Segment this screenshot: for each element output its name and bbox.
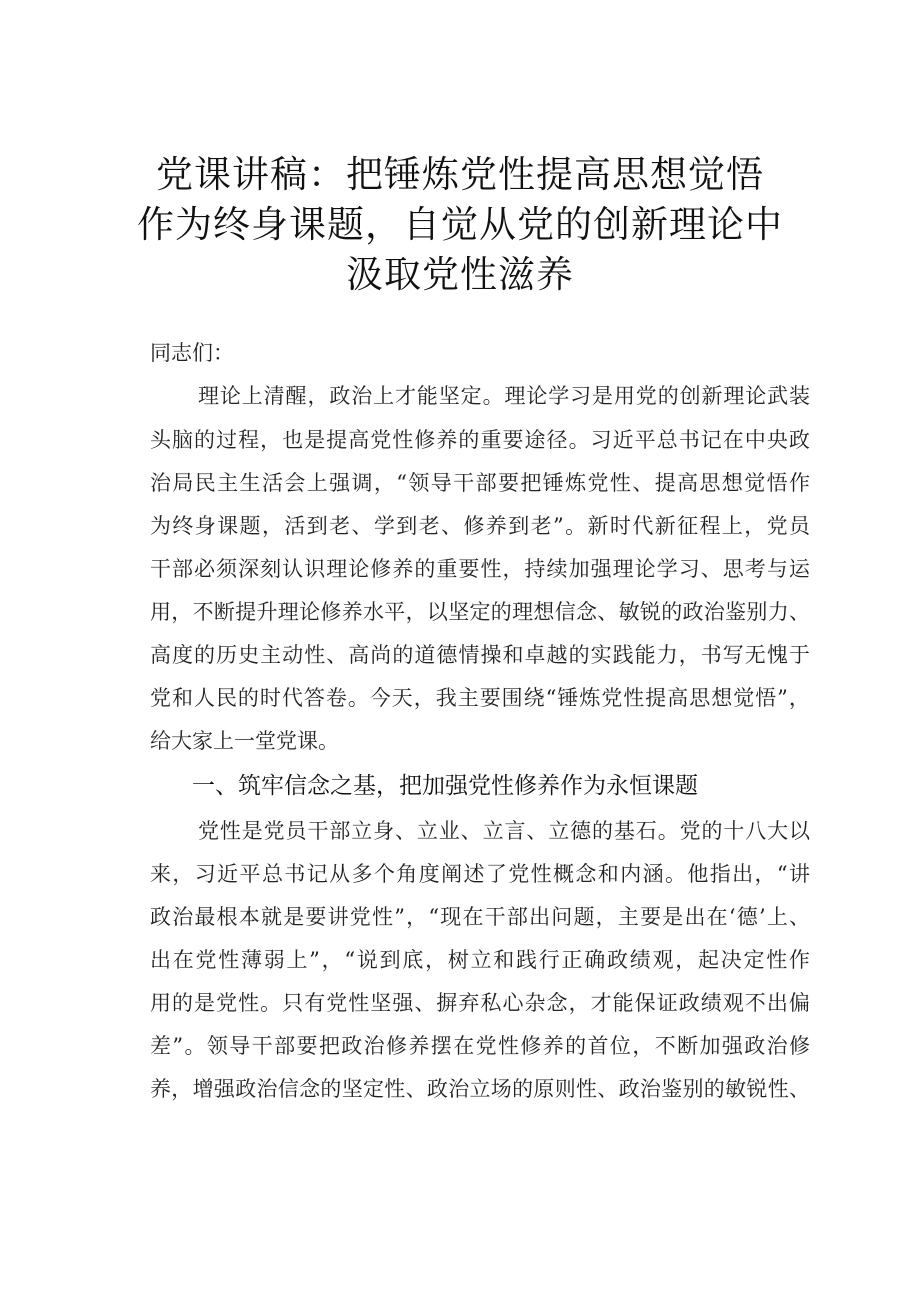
salutation: 同志们： [150, 341, 234, 365]
paragraph-2-line-3: 政治最根本就是要讲党性”，“现在干部出问题，主要是出在‘德’上、 [150, 905, 812, 929]
document-title [100, 150, 820, 300]
title-line-2: 作为终身课题，自觉从党的创新理论中 [137, 203, 783, 246]
section-heading-1: 一、筑牢信念之基，把加强党性修养作为永恒课题 [192, 773, 698, 799]
paragraph-2-line-6: 差”。领导干部要把政治修养摆在党性修养的首位，不断加强政治修 [150, 1034, 812, 1058]
paragraph-1-line-8: 党和人民的时代答卷。今天，我主要围绕“锤炼党性提高思想觉悟”， [150, 686, 811, 710]
title-line-3: 汲取党性滋养 [346, 253, 574, 296]
title-line-1: 党课讲稿：把锤炼党性提高思想觉悟 [156, 153, 764, 196]
paragraph-1-line-2: 头脑的过程，也是提高党性修养的重要途径。习近平总书记在中央政 [150, 428, 811, 452]
paragraph-2-line-7: 养，增强政治信念的坚定性、政治立场的原则性、政治鉴别的敏锐性、 [150, 1077, 811, 1101]
paragraph-1-line-7: 高度的历史主动性、高尚的道德情操和卓越的实践能力，书写无愧于 [150, 643, 811, 667]
paragraph-1-line-1: 理论上清醒，政治上才能坚定。理论学习是用党的创新理论武装 [198, 384, 811, 408]
paragraph-1-line-4: 为终身课题，活到老、学到老、修养到老”。新时代新征程上，党员 [150, 514, 812, 538]
paragraph-2-line-2: 来，习近平总书记从多个角度阐述了党性概念和内涵。他指出，“讲 [150, 862, 812, 886]
paragraph-1-line-6: 用，不断提升理论修养水平，以坚定的理想信念、敏锐的政治鉴别力、 [150, 600, 811, 624]
paragraph-2-line-4: 出在党性薄弱上”，“说到底，树立和践行正确政绩观，起决定性作 [150, 948, 812, 972]
paragraph-2-line-1: 党性是党员干部立身、立业、立言、立德的基石。党的十八大以 [198, 819, 811, 843]
paragraph-1-line-3: 治局民主生活会上强调，“领导干部要把锤炼党性、提高思想觉悟作 [150, 471, 812, 495]
paragraph-2-line-5: 用的是党性。只有党性坚强、摒弃私心杂念，才能保证政绩观不出偏 [150, 991, 811, 1015]
paragraph-1-line-9: 给大家上一堂党课。 [150, 729, 339, 753]
paragraph-1-line-5: 干部必须深刻认识理论修养的重要性，持续加强理论学习、思考与运 [150, 557, 811, 581]
